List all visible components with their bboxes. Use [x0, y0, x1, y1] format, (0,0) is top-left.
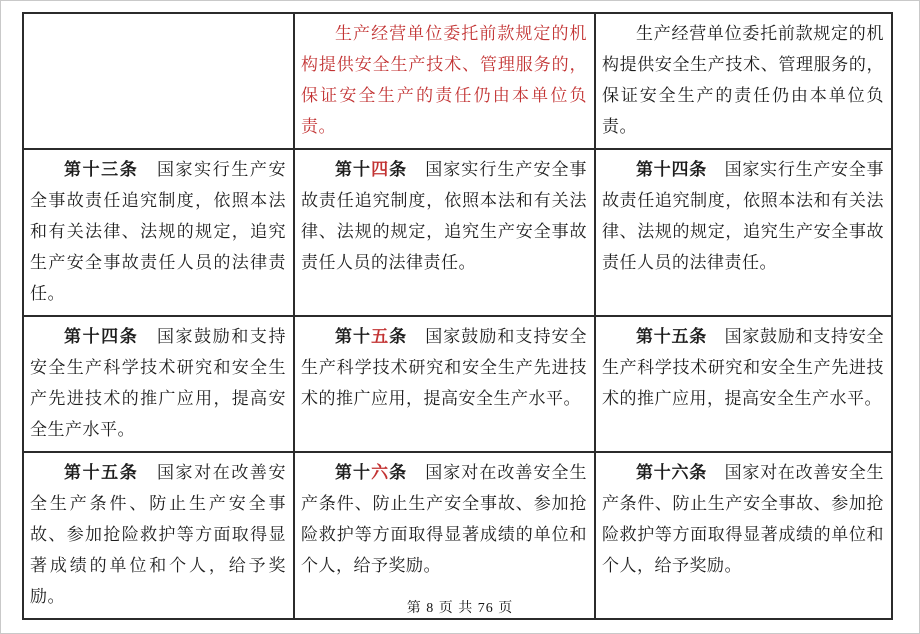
- table-cell: [595, 316, 892, 452]
- clause-text: 生产经营单位委托前款规定的机构提供安全生产技术、管理服务的，保证安全生产的责任仍由本单位负责。: [602, 24, 884, 136]
- clause-text: 国家对在改善安全生产条件、防止生产安全事故、参加抢险救护等方面取得显著成绩的单位和个人，给予奖励。: [30, 463, 287, 606]
- clause-text: 国家鼓励和支持安全生产科学技术研究和安全生产先进技术的推广应用，提高安全生产水平。: [30, 327, 287, 439]
- article-number: 第十: [335, 327, 372, 346]
- table-cell: [595, 13, 892, 149]
- clause-text: 国家鼓励和支持安全生产科学技术研究和安全生产先进技术的推广应用，提高安全生产水平。: [301, 327, 588, 408]
- table-row: [23, 452, 892, 619]
- table-row: [23, 149, 892, 316]
- article-number: 第十三条: [64, 160, 139, 179]
- table-cell-empty: [23, 13, 294, 149]
- page-number-footer: 第 8 页 共 76 页: [406, 601, 514, 616]
- article-number: 第十: [335, 160, 372, 179]
- law-comparison-table: [22, 12, 893, 620]
- cell-paragraph: [30, 321, 286, 445]
- clause-text: 国家实行生产安全事故责任追究制度，依照本法和有关法律、法规的规定，追究生产安全事故责任人员的法律责任。: [602, 160, 885, 272]
- table-cell: [23, 149, 294, 316]
- clause-text: 国家对在改善安全生产条件、防止生产安全事故、参加抢险救护等方面取得显著成绩的单位和个人，给予奖励。: [602, 463, 885, 575]
- article-number-revised-char: 五: [371, 327, 390, 346]
- cell-paragraph: [30, 154, 286, 309]
- article-number: 第十四条: [636, 160, 707, 179]
- table-row: [23, 13, 892, 149]
- cell-paragraph: [301, 154, 587, 278]
- table-cell: [595, 149, 892, 316]
- cell-paragraph: [301, 18, 587, 142]
- article-number: 条: [389, 327, 408, 346]
- table-cell: [294, 452, 595, 619]
- article-number: 第十五条: [64, 463, 139, 482]
- cell-paragraph: [301, 321, 587, 414]
- article-number: 第十: [335, 463, 372, 482]
- table-cell: [595, 452, 892, 619]
- clause-text: 国家对在改善安全生产条件、防止生产安全事故、参加抢险救护等方面取得显著成绩的单位和个人，给予奖励。: [301, 463, 588, 575]
- table-cell: [23, 452, 294, 619]
- cell-paragraph: [30, 457, 286, 612]
- table-cell: [294, 13, 595, 149]
- article-number: 条: [389, 160, 408, 179]
- clause-text: 国家实行生产安全事故责任追究制度，依照本法和有关法律、法规的规定，追究生产安全事故责任人员的法律责任。: [301, 160, 588, 272]
- table-cell: [23, 316, 294, 452]
- comparison-table-wrap: [22, 12, 891, 620]
- article-number: 第十四条: [64, 327, 139, 346]
- cell-paragraph: [602, 457, 884, 581]
- article-number: 第十五条: [636, 327, 707, 346]
- table-cell: [294, 149, 595, 316]
- cell-paragraph: [602, 154, 884, 278]
- article-number: 第十六条: [636, 463, 707, 482]
- cell-paragraph: [602, 321, 884, 414]
- clause-text: 国家实行生产安全事故责任追究制度，依照本法和有关法律、法规的规定，追究生产安全事故责任人员的法律责任。: [30, 160, 287, 303]
- cell-paragraph: [301, 457, 587, 581]
- table-cell: [294, 316, 595, 452]
- clause-text: 国家鼓励和支持安全生产科学技术研究和安全生产先进技术的推广应用，提高安全生产水平。: [602, 327, 885, 408]
- article-number-revised-char: 六: [371, 463, 390, 482]
- cell-paragraph: [602, 18, 884, 142]
- table-row: [23, 316, 892, 452]
- revised-clause-text: 生产经营单位委托前款规定的机构提供安全生产技术、管理服务的，保证安全生产的责任仍由本单位负责。: [301, 24, 587, 136]
- article-number-revised-char: 四: [371, 160, 390, 179]
- article-number: 条: [389, 463, 408, 482]
